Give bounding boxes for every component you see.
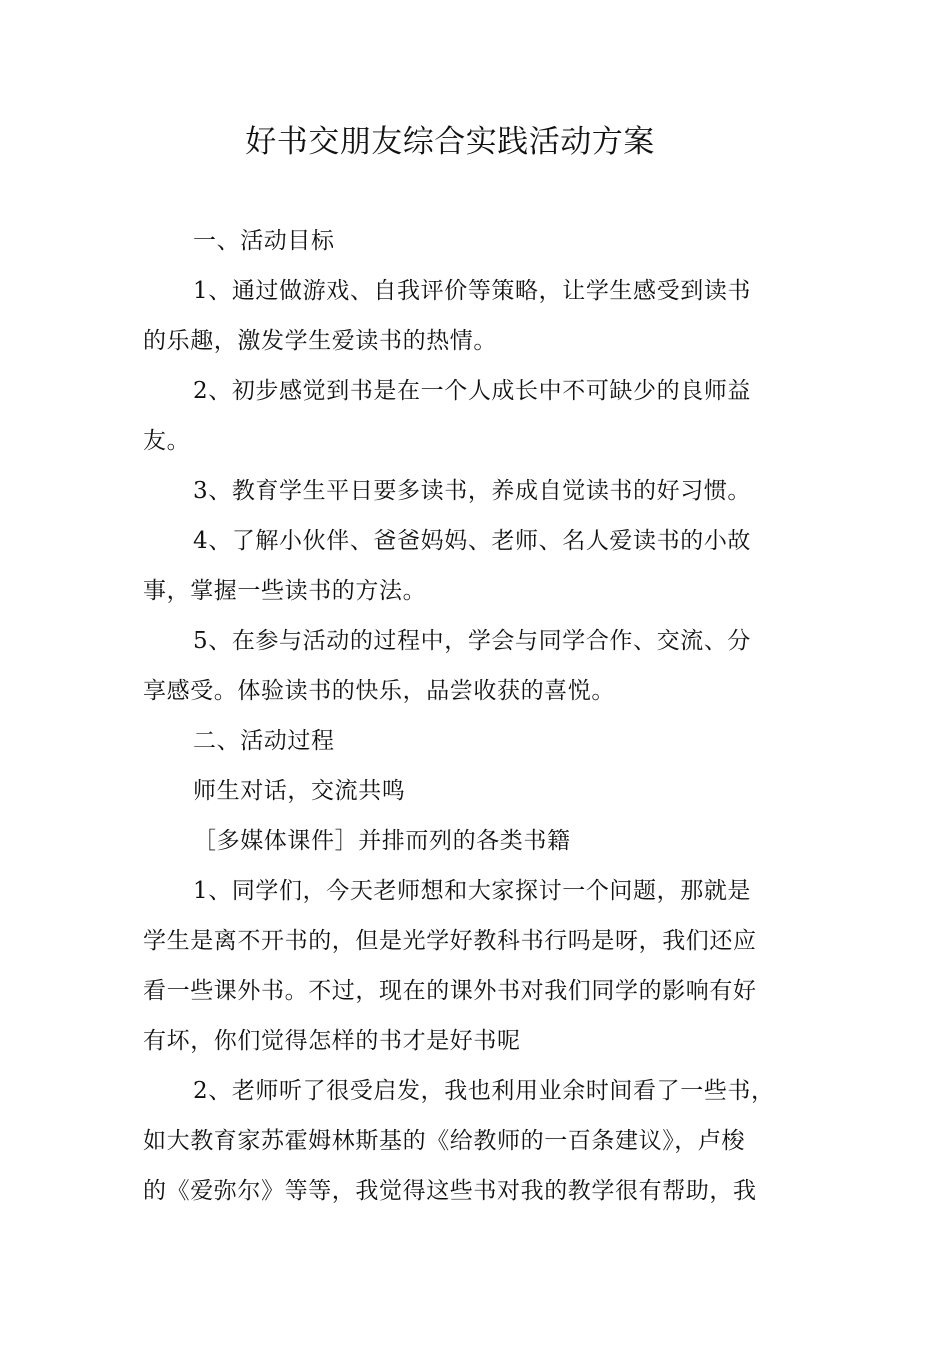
paragraph-line: 有坏，你们觉得怎样的书才是好书呢: [143, 1028, 521, 1054]
subheading: 师生对话，交流共鸣: [193, 778, 406, 804]
paragraph-line: 看一些课外书。不过，现在的课外书对我们同学的影响有好: [143, 978, 757, 1004]
section-heading-goals: 一、活动目标: [193, 228, 335, 254]
media-note: ［多媒体课件］并排而列的各类书籍: [193, 828, 571, 854]
paragraph-line: 的《爱弥尔》等等，我觉得这些书对我的教学很有帮助，我: [143, 1178, 757, 1204]
paragraph-line: 2、初步感觉到书是在一个人成长中不可缺少的良师益: [193, 378, 752, 404]
paragraph-line: 的乐趣，激发学生爱读书的热情。: [143, 328, 497, 354]
paragraph-line: 享感受。体验读书的快乐，品尝收获的喜悦。: [143, 678, 615, 704]
page-title: 好书交朋友综合实践活动方案: [245, 124, 655, 160]
paragraph-line: 4、了解小伙伴、爸爸妈妈、老师、名人爱读书的小故: [193, 528, 752, 554]
paragraph-line: 如大教育家苏霍姆林斯基的《给教师的一百条建议》，卢梭: [143, 1128, 746, 1154]
paragraph-line: 3、教育学生平日要多读书，养成自觉读书的好习惯。: [193, 478, 752, 504]
paragraph-line: 学生是离不开书的，但是光学好教科书行吗是呀，我们还应: [143, 928, 757, 954]
paragraph-line: 事，掌握一些读书的方法。: [143, 578, 427, 604]
paragraph-line: 2、老师听了很受启发，我也利用业余时间看了一些书，: [193, 1078, 775, 1104]
paragraph-line: 1、同学们，今天老师想和大家探讨一个问题，那就是: [193, 878, 752, 904]
paragraph-line: 1、通过做游戏、自我评价等策略，让学生感受到读书: [193, 278, 752, 304]
paragraph-line: 5、在参与活动的过程中，学会与同学合作、交流、分: [193, 628, 752, 654]
section-heading-process: 二、活动过程: [193, 728, 335, 754]
paragraph-line: 友。: [143, 428, 191, 454]
